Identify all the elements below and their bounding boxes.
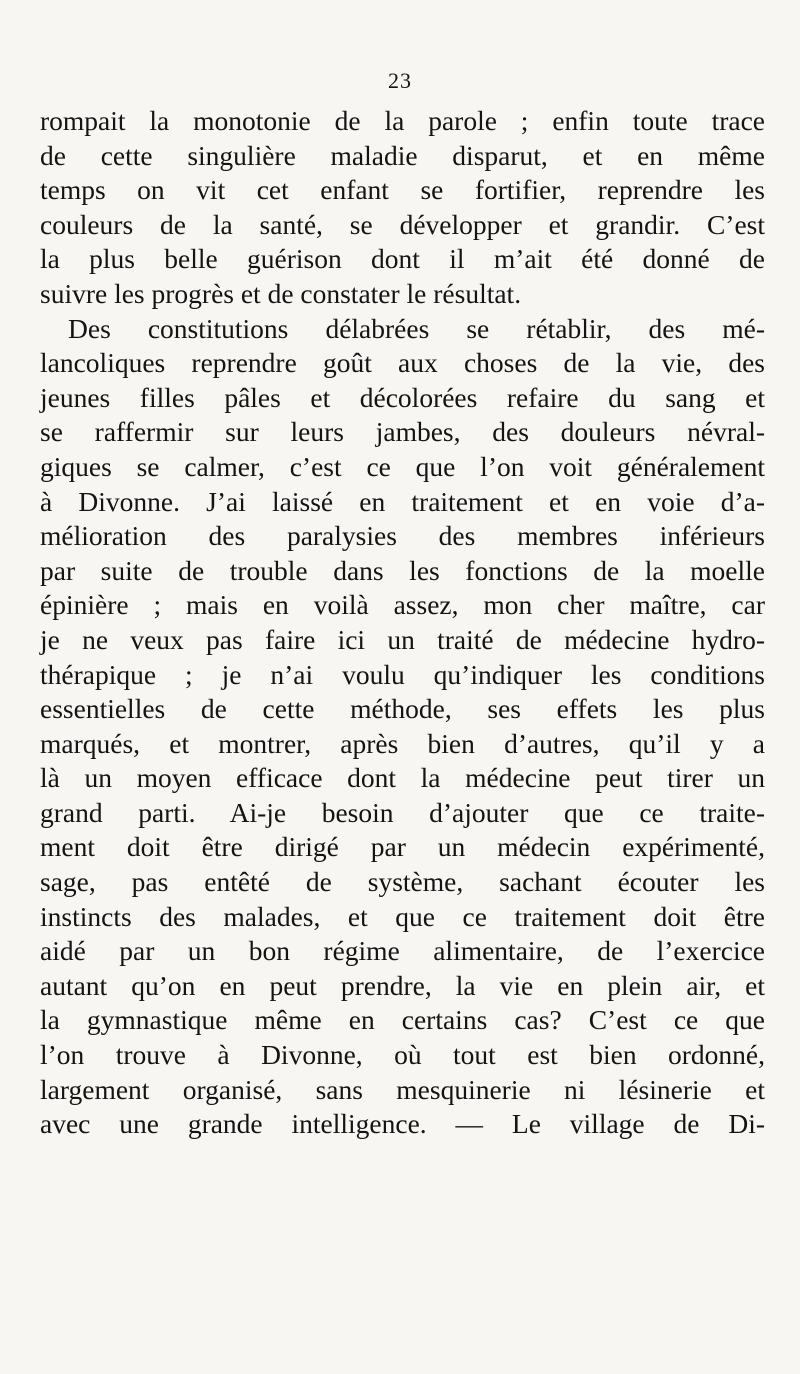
text-line: de cette singulière maladie disparut, et en même (40, 139, 765, 171)
text-line: par suite de trouble dans les fonctions de la moelle (40, 554, 765, 586)
text-line: autant qu’on en peut prendre, la vie en plein air, et (40, 969, 765, 1001)
text-line: marqués, et montrer, après bien d’autres, qu’il y a (40, 727, 765, 759)
text-line: temps on vit cet enfant se fortifier, reprendre les (40, 174, 765, 206)
text-line: Des constitutions délabrées se rétablir, des mé- (68, 312, 765, 344)
text-line: largement organisé, sans mesquinerie ni lésinerie et (40, 1073, 765, 1105)
text-line: grand parti. Ai-je besoin d’ajouter que ce traite- (40, 796, 765, 828)
text-line: la gymnastique même en certains cas? C’est ce que (40, 1004, 765, 1036)
text-line: ment doit être dirigé par un médecin expérimenté, (40, 831, 765, 863)
text-line: la plus belle guérison dont il m’ait été donné de (40, 243, 765, 275)
text-line: jeunes filles pâles et décolorées refaire du sang et (40, 381, 765, 413)
text-line: épinière ; mais en voilà assez, mon cher maître, car (40, 589, 765, 621)
text-line: à Divonne. J’ai laissé en traitement et en voie d’a- (40, 485, 765, 517)
text-line: thérapique ; je n’ai voulu qu’indiquer les conditions (40, 658, 765, 690)
text-line: sage, pas entêté de système, sachant écouter les (40, 866, 765, 898)
text-line: l’on trouve à Divonne, où tout est bien ordonné, (40, 1039, 765, 1071)
text-line: là un moyen efficace dont la médecine peut tirer un (40, 762, 765, 794)
text-line: giques se calmer, c’est ce que l’on voit généralement (40, 450, 765, 482)
text-line: avec une grande intelligence. — Le village de Di- (40, 1108, 765, 1140)
text-line: couleurs de la santé, se développer et grandir. C’est (40, 208, 765, 240)
text-line: lancoliques reprendre goût aux choses de la vie, des (40, 347, 765, 379)
text-line: je ne veux pas faire ici un traité de médecine hydro- (40, 623, 765, 655)
text-line: essentielles de cette méthode, ses effets les plus (40, 693, 765, 725)
page-number: 23 (388, 68, 412, 93)
text-line: instincts des malades, et que ce traitement doit être (40, 900, 765, 932)
text-line: se raffermir sur leurs jambes, des douleurs névral- (40, 416, 765, 448)
text-line: mélioration des paralysies des membres inférieurs (40, 520, 765, 552)
text-line: rompait la monotonie de la parole ; enfin toute trace (40, 105, 765, 136)
text-line: suivre les progrès et de constater le résultat. (40, 277, 522, 309)
body-text (40, 104, 765, 1142)
text-line: aidé par un bon régime alimentaire, de l’exercice (40, 935, 765, 967)
